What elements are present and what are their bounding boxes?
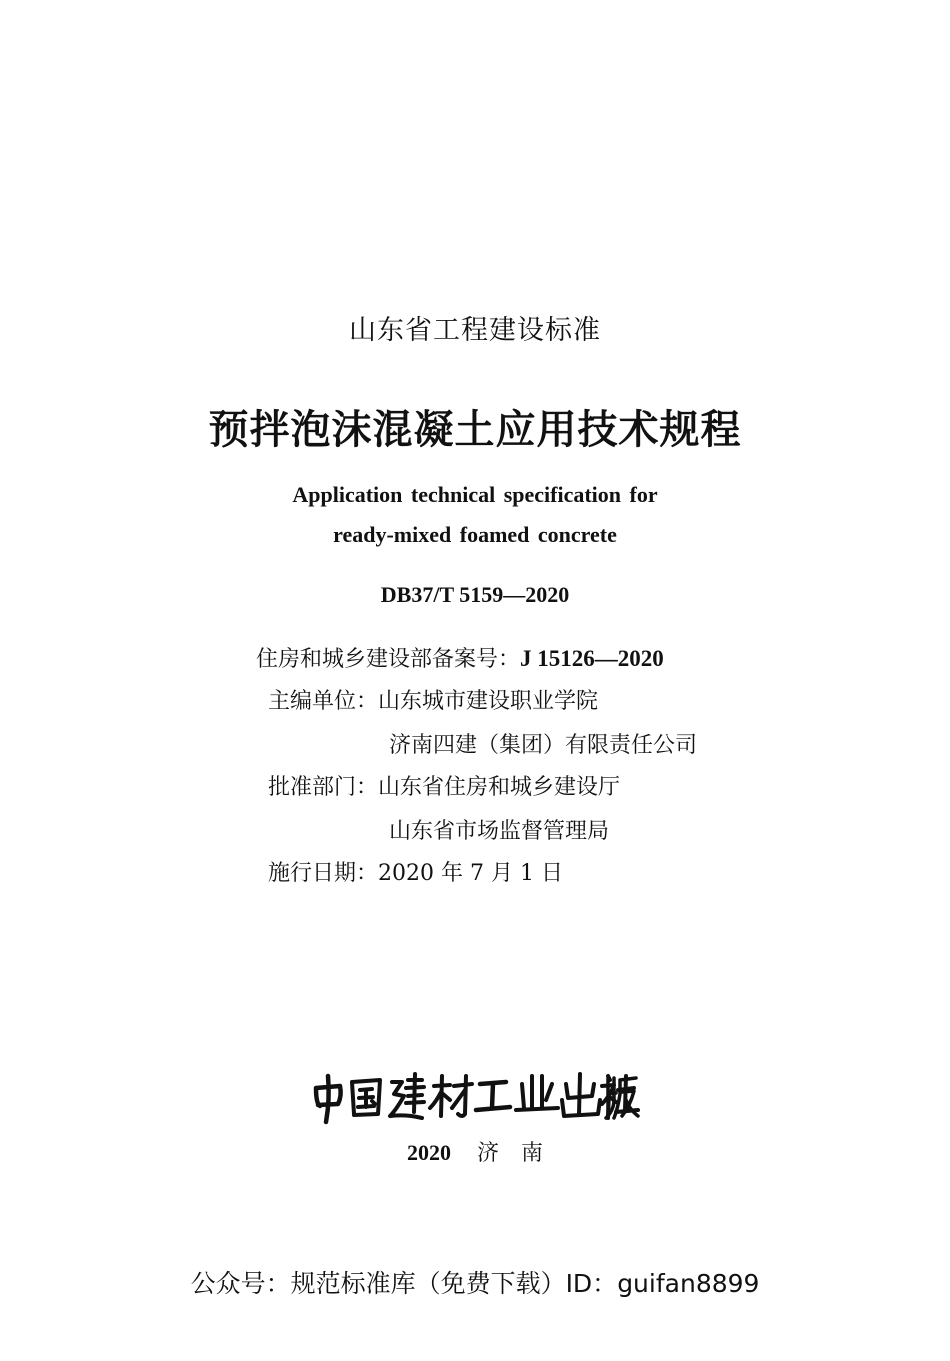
publication-city-char2: 南	[521, 1141, 544, 1166]
approver-row	[268, 770, 620, 801]
document-title-zh: 预拌泡沫混凝土应用技术规程	[208, 406, 742, 453]
document-title-en-line2: ready-mixed foamed concrete	[333, 522, 617, 547]
standard-code: DB37/T 5159—2020	[380, 582, 570, 607]
record-number-row	[256, 642, 664, 673]
footer-watermark-text: 公众号：规范标准库（免费下载）ID：guifan8899	[190, 1269, 760, 1298]
approver-1: 山东省住房和城乡建设厅	[378, 775, 621, 800]
approver-label: 批准部门：	[268, 775, 379, 800]
chief-editor-2: 济南四建（集团）有限责任公司	[389, 733, 698, 758]
chief-editor-row	[268, 684, 598, 715]
document-title-en-line1: Application technical specification for	[292, 482, 658, 507]
chief-editor-1: 山东城市建设职业学院	[378, 689, 599, 714]
approver-2: 山东省市场监督管理局	[389, 819, 610, 844]
effective-date-value: 2020 年 7 月 1 日	[378, 861, 563, 886]
publisher-logo	[310, 1070, 640, 1126]
record-number-label: 住房和城乡建设部备案号：	[256, 647, 521, 672]
publication-place-line	[0, 1136, 950, 1167]
standard-series: 山东省工程建设标准	[349, 315, 601, 346]
effective-date-row	[268, 856, 563, 887]
effective-date-label: 施行日期：	[268, 861, 379, 886]
publication-city-char1: 济	[476, 1141, 499, 1166]
publisher-logo-last-char	[600, 1070, 640, 1126]
record-number-value: J 15126—2020	[520, 646, 664, 671]
chief-editor-label: 主编单位：	[268, 689, 379, 714]
publication-year: 2020	[406, 1140, 451, 1165]
